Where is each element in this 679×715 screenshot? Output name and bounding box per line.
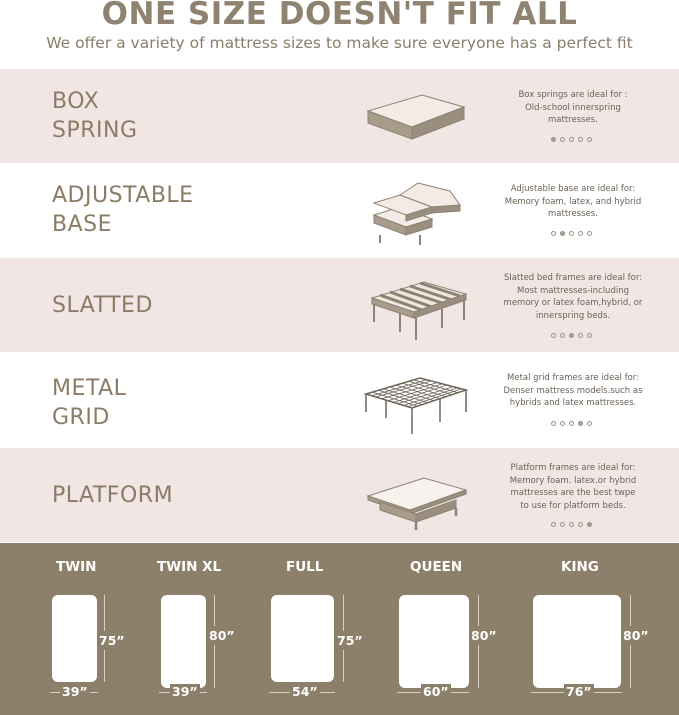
desc-line: memory or latex foam,hybrid, or: [503, 298, 643, 308]
mattress-shape: [271, 595, 334, 682]
length-label: 75”: [99, 633, 125, 648]
carousel-dot[interactable]: [560, 421, 565, 426]
slatted-frame-icon: [360, 266, 470, 346]
size-name: FULL: [286, 559, 324, 575]
carousel-dot[interactable]: [551, 333, 556, 338]
carousel-dot[interactable]: [560, 522, 565, 527]
desc-line: Denser mattress models.such as: [503, 385, 643, 396]
desc-line: innerspring beds.: [535, 310, 611, 321]
row-label-line-1: METAL: [52, 376, 127, 401]
row-platform: [0, 448, 679, 542]
mattress-shape: [161, 595, 206, 688]
carousel-dot[interactable]: [569, 522, 574, 527]
carousel-dots: [551, 137, 592, 142]
desc-line: Most mattresses-including: [517, 285, 629, 296]
desc-line: mattresses.: [548, 115, 598, 125]
platform-frame-icon: [360, 456, 470, 536]
page-subtitle: We offer a variety of mattress sizes to make sure everyone has a perfect fit: [46, 34, 633, 52]
length-label: 80”: [623, 628, 649, 643]
carousel-dot[interactable]: [587, 231, 592, 236]
row-description: [498, 462, 648, 512]
mattress-shape: [399, 595, 469, 688]
desc-line: Adjustable base are ideal for:: [510, 184, 636, 194]
carousel-dot[interactable]: [569, 333, 574, 338]
carousel-dot[interactable]: [578, 137, 583, 142]
carousel-dot[interactable]: [569, 421, 574, 426]
desc-line: Metal grid frames are ideal for:: [507, 373, 639, 383]
box-spring-icon: [360, 77, 470, 157]
size-name: QUEEN: [410, 559, 463, 575]
carousel-dot[interactable]: [578, 421, 583, 426]
mattress-sizes-panel: [0, 543, 679, 715]
mattress-shape: [533, 595, 621, 688]
mattress-shape: [52, 595, 97, 682]
width-label: 39”: [62, 684, 88, 699]
desc-line: hybrids and latex mattresses.: [509, 398, 637, 408]
desc-line: mattresses are the best twpe: [510, 488, 636, 498]
desc-line: Memory foam. latex.or hybrid: [509, 475, 637, 486]
desc-line: Platform frames are ideal for:: [510, 463, 636, 473]
carousel-dot[interactable]: [551, 522, 556, 527]
length-label: 80”: [209, 628, 235, 643]
row-label: [52, 291, 153, 320]
carousel-dot[interactable]: [551, 137, 556, 142]
row-label-line-1: BOX: [52, 89, 100, 114]
row-label: [52, 374, 126, 432]
row-label-line-1: ADJUSTABLE: [52, 183, 194, 208]
size-name: KING: [561, 559, 599, 575]
desc-line: mattresses.: [548, 209, 598, 219]
carousel-dots: [551, 421, 592, 426]
row-label-line-1: SLATTED: [52, 293, 153, 318]
carousel-dots: [551, 333, 592, 338]
carousel-dot[interactable]: [587, 421, 592, 426]
carousel-dot[interactable]: [560, 137, 565, 142]
row-adjustable-base: [0, 163, 679, 257]
carousel-dot[interactable]: [587, 137, 592, 142]
desc-line: to use for platform beds.: [520, 500, 626, 511]
row-label: [52, 87, 138, 145]
width-label: 54”: [292, 684, 318, 699]
carousel-dot[interactable]: [569, 137, 574, 142]
carousel-dot[interactable]: [551, 231, 556, 236]
desc-line: Old-school innerspring: [525, 102, 621, 113]
size-name: TWIN: [56, 559, 97, 575]
page-title: ONE SIZE DOESN'T FIT ALL: [101, 0, 578, 32]
carousel-dot[interactable]: [560, 231, 565, 236]
size-name: TWIN XL: [157, 559, 222, 575]
carousel-dot[interactable]: [578, 231, 583, 236]
row-description: [498, 372, 648, 410]
carousel-dot[interactable]: [587, 522, 592, 527]
carousel-dot[interactable]: [551, 421, 556, 426]
row-box-spring: [0, 69, 679, 163]
carousel-dot[interactable]: [578, 522, 583, 527]
adjustable-base-icon: [360, 171, 470, 251]
carousel-dots: [551, 231, 592, 236]
desc-line: Slatted bed frames are ideal for:: [503, 273, 643, 283]
row-label: [52, 481, 173, 510]
carousel-dot[interactable]: [587, 333, 592, 338]
width-label: 60”: [423, 684, 449, 699]
row-description: [498, 272, 648, 322]
length-label: 80”: [471, 628, 497, 643]
row-description: [498, 183, 648, 221]
row-metal-grid: [0, 352, 679, 446]
desc-line: Box springs are ideal for :: [518, 90, 628, 100]
header: [0, 0, 679, 68]
carousel-dots: [551, 522, 592, 527]
carousel-dot[interactable]: [560, 333, 565, 338]
row-label-line-2: BASE: [52, 212, 113, 237]
row-label-line-2: GRID: [52, 405, 110, 430]
row-label-line-1: PLATFORM: [52, 483, 174, 508]
row-label-line-2: SPRING: [52, 118, 138, 143]
length-label: 75”: [337, 633, 363, 648]
carousel-dot[interactable]: [578, 333, 583, 338]
carousel-dot[interactable]: [569, 231, 574, 236]
metal-grid-icon: [360, 360, 470, 440]
width-label: 39”: [172, 684, 198, 699]
row-description: [498, 89, 648, 127]
row-slatted: [0, 258, 679, 352]
width-label: 76”: [566, 684, 592, 699]
row-label: [52, 181, 194, 239]
desc-line: Memory foam, latex, and hybrid: [504, 196, 642, 207]
